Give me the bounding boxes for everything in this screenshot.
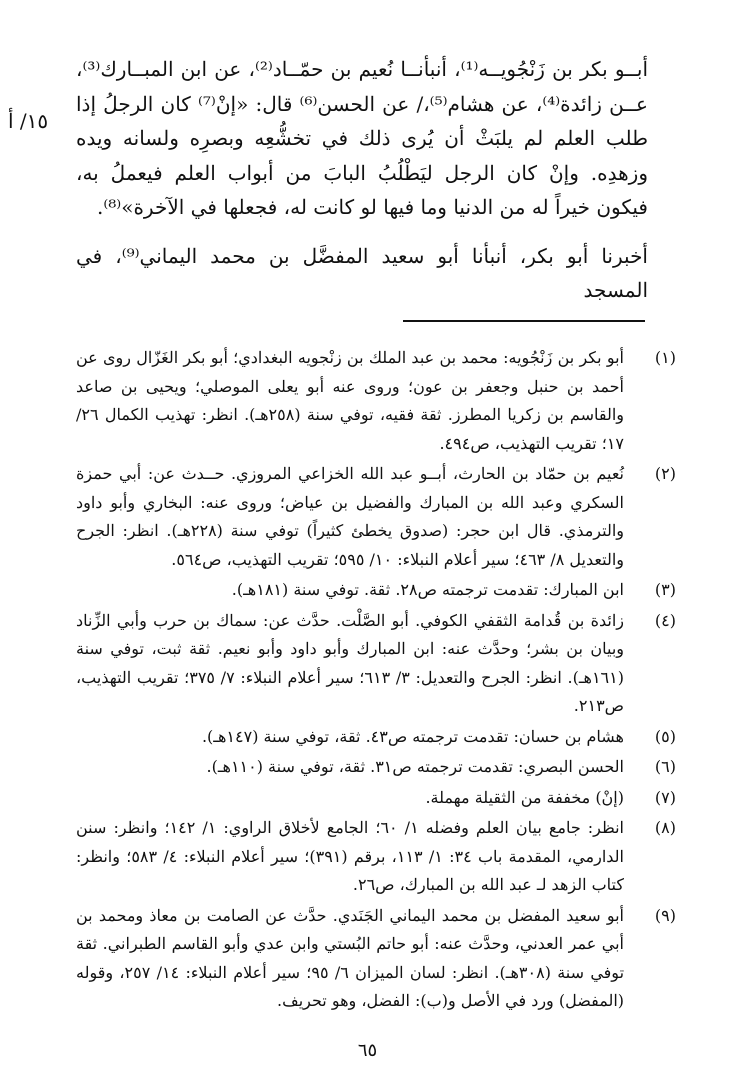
- footnote-number: (٦): [654, 757, 676, 776]
- footnote-number: (٩): [654, 905, 676, 925]
- footnote-number: (٧): [654, 787, 676, 807]
- footnote-item: [76, 344, 676, 458]
- footnote-text: نُعيم بن حمّاد بن الحارث، أبــو عبد الله الخزاعي المروزي. حــدث عن: أبي حمزة السكري وعبد الله بن المبارك والفضيل بن عياض؛ وروى عنه: البخاري وأبو داود والترمذي. قال ابن حجر: (صدوق يخطئ كثيراً) توفي سنة (٢٢٨هـ). انظر: الجرح والتعديل ٨/ ٤٦٣؛ سير أعلام النبلاء: ١٠/ ٥٩٥؛ تقريب التهذيب، ص٥٦٤.: [76, 464, 625, 569]
- footnote-divider: [403, 320, 645, 322]
- footnote-item: [76, 753, 676, 782]
- footnote-number: (١): [654, 348, 676, 367]
- page-number: ٦٥: [357, 1040, 378, 1061]
- footnote-text: أبو بكر بن زَنْجُويه: محمد بن عبد الملك بن زنْجويه البغدادي؛ أبو بكر الغَزّال روى عن أحمد بن حنبل وجعفر بن عون؛ وروى عنه أبو يعلى الموصلي؛ ويحيى بن صاعد والقاسم بن زكريا المطرز. ثقة فقيه، توفي سنة (٢٥٨هـ). انظر: تهذيب الكمال ٢٦/ ١٧؛ تقريب التهذيب، ص٤٩٤.: [76, 348, 624, 453]
- footnote-number: (٢): [654, 464, 676, 483]
- footnote-item: [76, 814, 676, 900]
- footnote-number: (٥): [654, 726, 676, 746]
- footnote-item: [76, 576, 676, 605]
- footnote-item: [76, 460, 676, 574]
- footnote-item: [76, 723, 676, 752]
- footnote-item: [76, 607, 676, 721]
- footnote-number: (٤): [654, 610, 676, 630]
- footnote-item: [76, 784, 676, 813]
- main-text-body: [76, 52, 648, 308]
- footnote-text: الحسن البصري: تقدمت ترجمته ص٣١. ثقة، توفي سنة (١١٠هـ).: [206, 757, 624, 776]
- footnote-text: هشام بن حسان: تقدمت ترجمته ص٤٣. ثقة، توفي سنة (١٤٧هـ).: [201, 726, 624, 746]
- footnote-text: ابن المبارك: تقدمت ترجمته ص٢٨. ثقة. توفي سنة (١٨١هـ).: [231, 580, 624, 599]
- footnote-text: أبو سعيد المفضل بن محمد اليماني الجَنَدي. حدَّث عن الصامت بن معاذ ومحمد بن أبي عمر العدني، وحدَّث عنه: أبو حاتم البُستي وابن عدي وأبو القاسم الطبراني. ثقة توفي سنة (٣٠٨هـ). انظر: لسان الميزان ٦/ ٩٥؛ سير أعلام النبلاء: ١٤/ ٢٥٧، وقوله (المفضل) ورد في الأصل و(ب): الفضل، وهو تحريف.: [76, 905, 625, 1010]
- footnote-text: انظر: جامع بيان العلم وفضله ١/ ٦٠؛ الجامع لأخلاق الراوي: ١/ ١٤٢؛ وانظر: سنن الدارمي، المقدمة باب ٣٤: ١/ ١١٣، برقم (٣٩١)؛ سير أعلام النبلاء: ٤/ ٥٨٣؛ وانظر: كتاب الزهد لـ عبد الله بن المبارك، ص٢٦.: [76, 818, 625, 894]
- footnote-text: زائدة بن قُدامة الثقفي الكوفي. أبو الصَّلْت. حدَّث عن: سماك بن حرب وأبي الزِّناد وبيان بن بشر؛ وحدَّث عنه: ابن المبارك وأبو داود وأبو نعيم. ثقة ثبت، توفي سنة (١٦١هـ). انظر: الجرح والتعديل: ٣/ ٦١٣؛ سير أعلام النبلاء: ٧/ ٣٧٥؛ تقريب التهذيب، ص٢١٣.: [76, 610, 624, 715]
- footnote-item: [76, 902, 676, 1016]
- main-paragraph: أخبرنا أبو بكر، أنبأنا أبو سعيد المفضَّل بن محمد اليماني⁽⁹⁾، في المسجد: [76, 243, 648, 302]
- footnote-number: (٨): [654, 818, 676, 837]
- footnotes-section: [76, 344, 676, 1018]
- footnote-text: (إنْ) مخففة من الثقيلة مهملة.: [425, 787, 624, 807]
- footnote-number: (٣): [654, 580, 676, 599]
- margin-folio-reference: ١٥/ أ: [8, 109, 49, 133]
- main-paragraph: أبــو بكر بن زَنْجُويــه⁽¹⁾، أنبأنــا نُعيم بن حمّــاد⁽²⁾، عن ابن المبــارك⁽³⁾، عــن زائدة⁽⁴⁾، عن هشام⁽⁵⁾،/ عن الحسن⁽⁶⁾ قال: «إنْ⁽⁷⁾ كان الرجلُ إذا طلب العلم لم يلبَثْ أن يُرى ذلك في تخشُّعِه وبصرِه ولسانه ويده وزهدِه. وإنْ كان الرجل ليَطْلُبُ البابَ من أبواب العلم فيعملُ به، فيكون خيراً له من الدنيا وما فيها لو كانت له، فجعلها في الآخرة»⁽⁸⁾.: [76, 57, 648, 219]
